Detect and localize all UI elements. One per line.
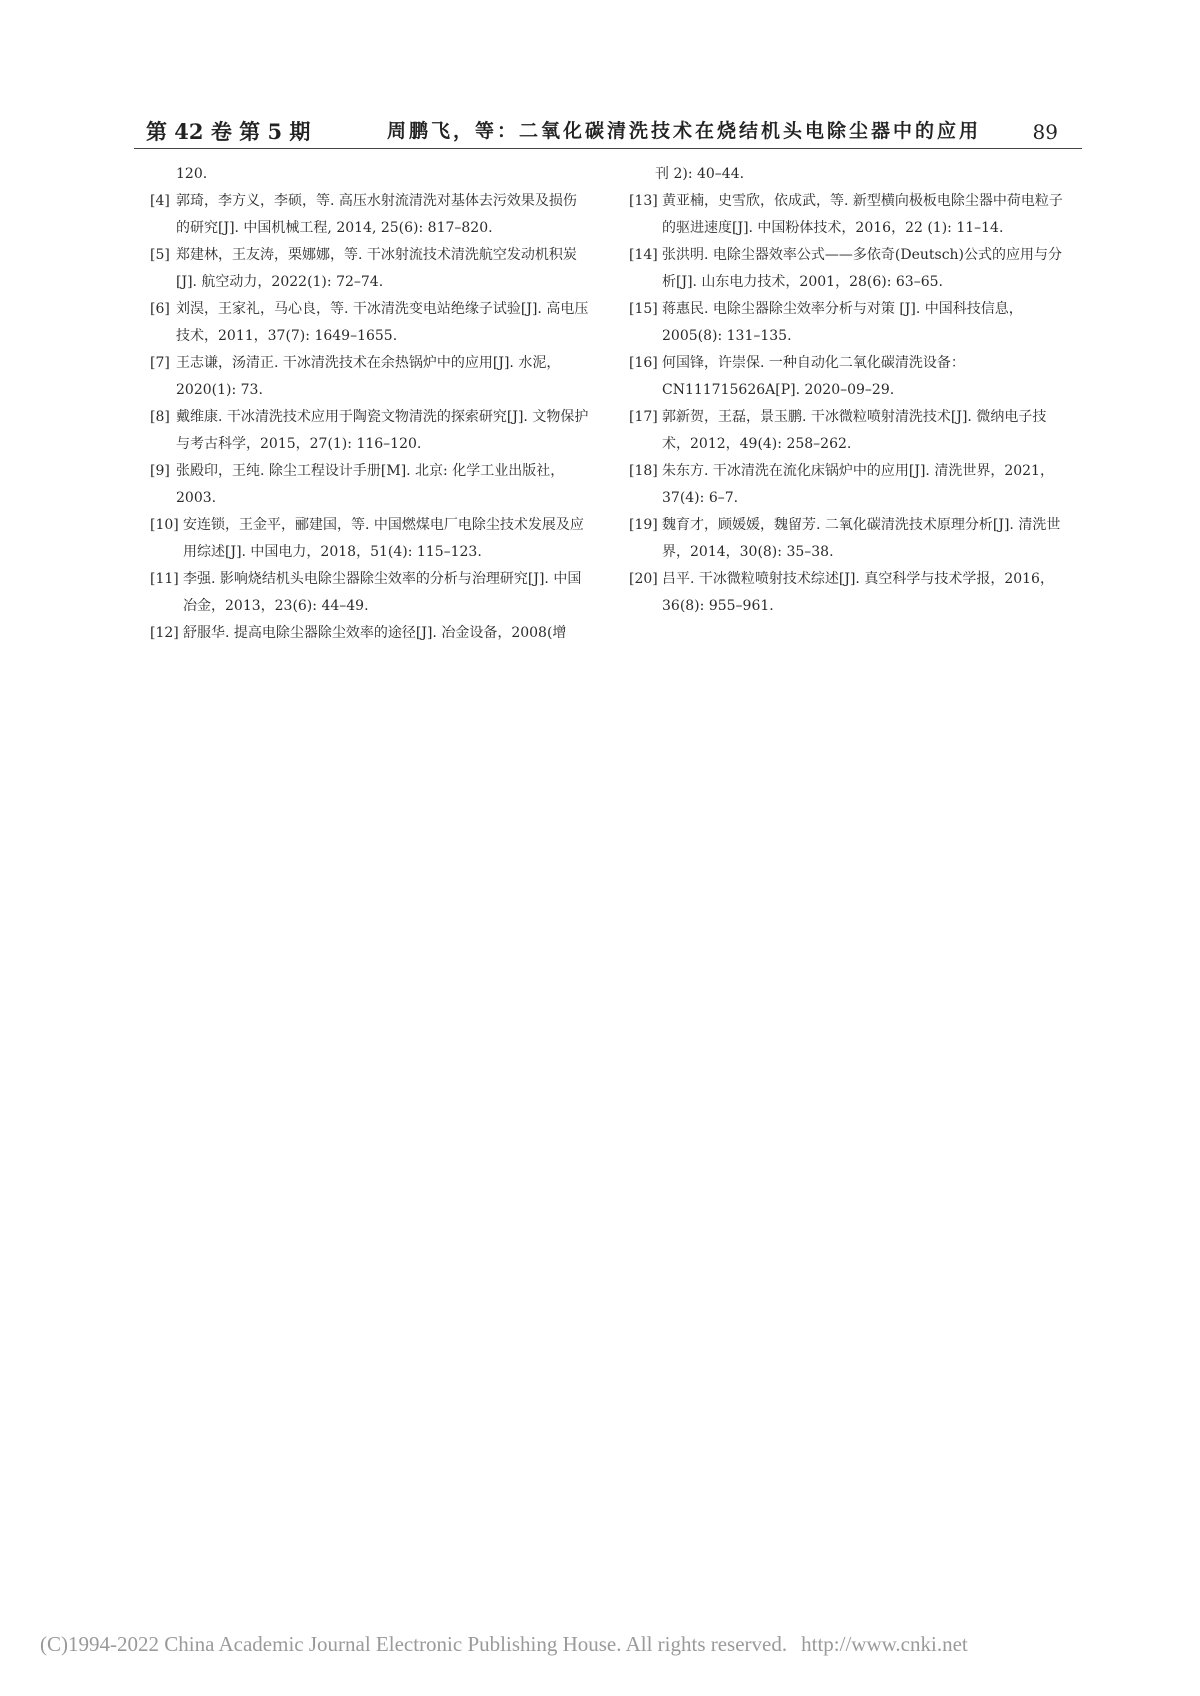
reference-number: [11] [150, 571, 179, 587]
reference-block [629, 161, 1069, 188]
reference-text: 郑建林，王友涛，栗娜娜，等. 干冰射流技术清洗航空发动机积炭[J]. 航空动力，2022(1): 72–74. [176, 247, 577, 290]
reference-number: [8] [150, 409, 170, 425]
reference-text: 戴维康. 干冰清洗技术应用于陶瓷文物清洗的探索研究[J]. 文物保护与考古科学，2015，27(1): 116–120. [176, 409, 589, 452]
reference-block [629, 242, 1069, 296]
reference-item [629, 350, 1069, 404]
reference-item [629, 458, 1069, 512]
reference-text: 郭琦，李方义，李硕，等. 高压水射流清洗对基体去污效果及损伤的研究[J]. 中国机械工程, 2014, 25(6): 817–820. [176, 193, 577, 236]
reference-item [150, 161, 590, 188]
reference-block [150, 458, 590, 512]
reference-number: [10] [150, 517, 179, 533]
reference-number: [4] [150, 193, 170, 209]
reference-item [629, 512, 1069, 566]
reference-block [150, 161, 590, 188]
reference-number: [17] [629, 409, 658, 425]
reference-item [150, 350, 590, 404]
reference-number: [9] [150, 463, 170, 479]
reference-block [629, 188, 1069, 242]
reference-text: 蒋惠民. 电除尘器除尘效率分析与对策 [J]. 中国科技信息，2005(8): 131–135. [662, 301, 1023, 344]
reference-block [150, 404, 590, 458]
reference-text: 黄亚楠，史雪欣，依成武，等. 新型横向极板电除尘器中荷电粒子的驱进速度[J]. 中国粉体技术，2016，22 (1): 11–14. [662, 193, 1063, 236]
reference-text: 张洪明. 电除尘器效率公式——多依奇(Deutsch)公式的应用与分析[J]. 山东电力技术，2001，28(6): 63–65. [662, 247, 1063, 290]
reference-item [150, 566, 590, 620]
reference-text: 王志谦，汤清正. 干冰清洗技术在余热锅炉中的应用[J]. 水泥，2020(1): 73. [176, 355, 561, 398]
reference-text: 刘淏，王家礼，马心良，等. 干冰清洗变电站绝缘子试验[J]. 高电压技术，2011，37(7): 1649–1655. [176, 301, 589, 344]
reference-number: [6] [150, 301, 170, 317]
reference-text: 刊 2): 40–44. [655, 166, 745, 182]
reference-block [629, 350, 1069, 404]
reference-item [150, 620, 590, 647]
reference-item [150, 242, 590, 296]
reference-block [629, 458, 1069, 512]
reference-number: [20] [629, 571, 658, 587]
reference-text: 李强. 影响烧结机头电除尘器除尘效率的分析与治理研究[J]. 中国冶金，2013，23(6): 44–49. [183, 571, 582, 614]
reference-item [150, 188, 590, 242]
reference-text: 张殿印，王纯. 除尘工程设计手册[M]. 北京: 化学工业出版社，2003. [176, 463, 565, 506]
reference-number: [5] [150, 247, 170, 263]
reference-block [150, 566, 590, 620]
reference-block [150, 242, 590, 296]
copyright-footer [40, 1632, 1180, 1657]
page-number: 89 [1032, 120, 1058, 144]
article-title: 周鹏飞，等：二氧化碳清洗技术在烧结机头电除尘器中的应用 [387, 120, 982, 142]
reference-block [629, 404, 1069, 458]
reference-number: [14] [629, 247, 658, 263]
reference-list-right [629, 161, 1069, 620]
reference-item [629, 296, 1069, 350]
reference-item [150, 512, 590, 566]
reference-text: 吕平. 干冰微粒喷射技术综述[J]. 真空科学与技术学报，2016，36(8): 955–961. [662, 571, 1054, 614]
reference-text: 魏育才，顾媛媛，魏留芳. 二氧化碳清洗技术原理分析[J]. 清洗世界，2014，30(8): 35–38. [662, 517, 1061, 560]
reference-block [629, 512, 1069, 566]
reference-number: [12] [150, 625, 179, 641]
reference-block [150, 620, 590, 647]
copyright-text: (C)1994-2022 China Academic Journal Electronic Publishing House. All rights reserved. [40, 1632, 788, 1656]
reference-text: 舒服华. 提高电除尘器除尘效率的途径[J]. 冶金设备，2008(增 [183, 625, 567, 641]
footer-url: http://www.cnki.net [801, 1632, 968, 1656]
reference-item [150, 458, 590, 512]
reference-text: 郭新贺，王磊，景玉鹏. 干冰微粒喷射清洗技术[J]. 微纳电子技术，2012，49(4): 258–262. [662, 409, 1047, 452]
reference-block [629, 566, 1069, 620]
reference-number: [13] [629, 193, 658, 209]
reference-item [629, 404, 1069, 458]
reference-item [629, 566, 1069, 620]
volume-issue: 第 42 卷 第 5 期 [146, 119, 311, 144]
reference-item [629, 242, 1069, 296]
reference-block [150, 296, 590, 350]
reference-text: 安连锁，王金平，郦建国，等. 中国燃煤电厂电除尘技术发展及应用综述[J]. 中国电力，2018，51(4): 115–123. [183, 517, 584, 560]
reference-number: [15] [629, 301, 658, 317]
reference-text: 何国锋，许崇保. 一种自动化二氧化碳清洗设备：CN111715626A[P]. 2020–09–29. [662, 355, 965, 398]
reference-block [629, 296, 1069, 350]
reference-number: [16] [629, 355, 658, 371]
reference-block [150, 512, 590, 566]
reference-number: [19] [629, 517, 658, 533]
reference-item [629, 161, 1069, 188]
running-header [134, 112, 1082, 149]
reference-text: 朱东方. 干冰清洗在流化床锅炉中的应用[J]. 清洗世界，2021，37(4): 6–7. [662, 463, 1054, 506]
reference-text: 120. [176, 166, 208, 182]
reference-list-left [150, 161, 590, 647]
reference-number: [7] [150, 355, 170, 371]
reference-block [150, 350, 590, 404]
reference-number: [18] [629, 463, 658, 479]
reference-item [629, 188, 1069, 242]
reference-block [150, 188, 590, 242]
reference-item [150, 296, 590, 350]
reference-item [150, 404, 590, 458]
